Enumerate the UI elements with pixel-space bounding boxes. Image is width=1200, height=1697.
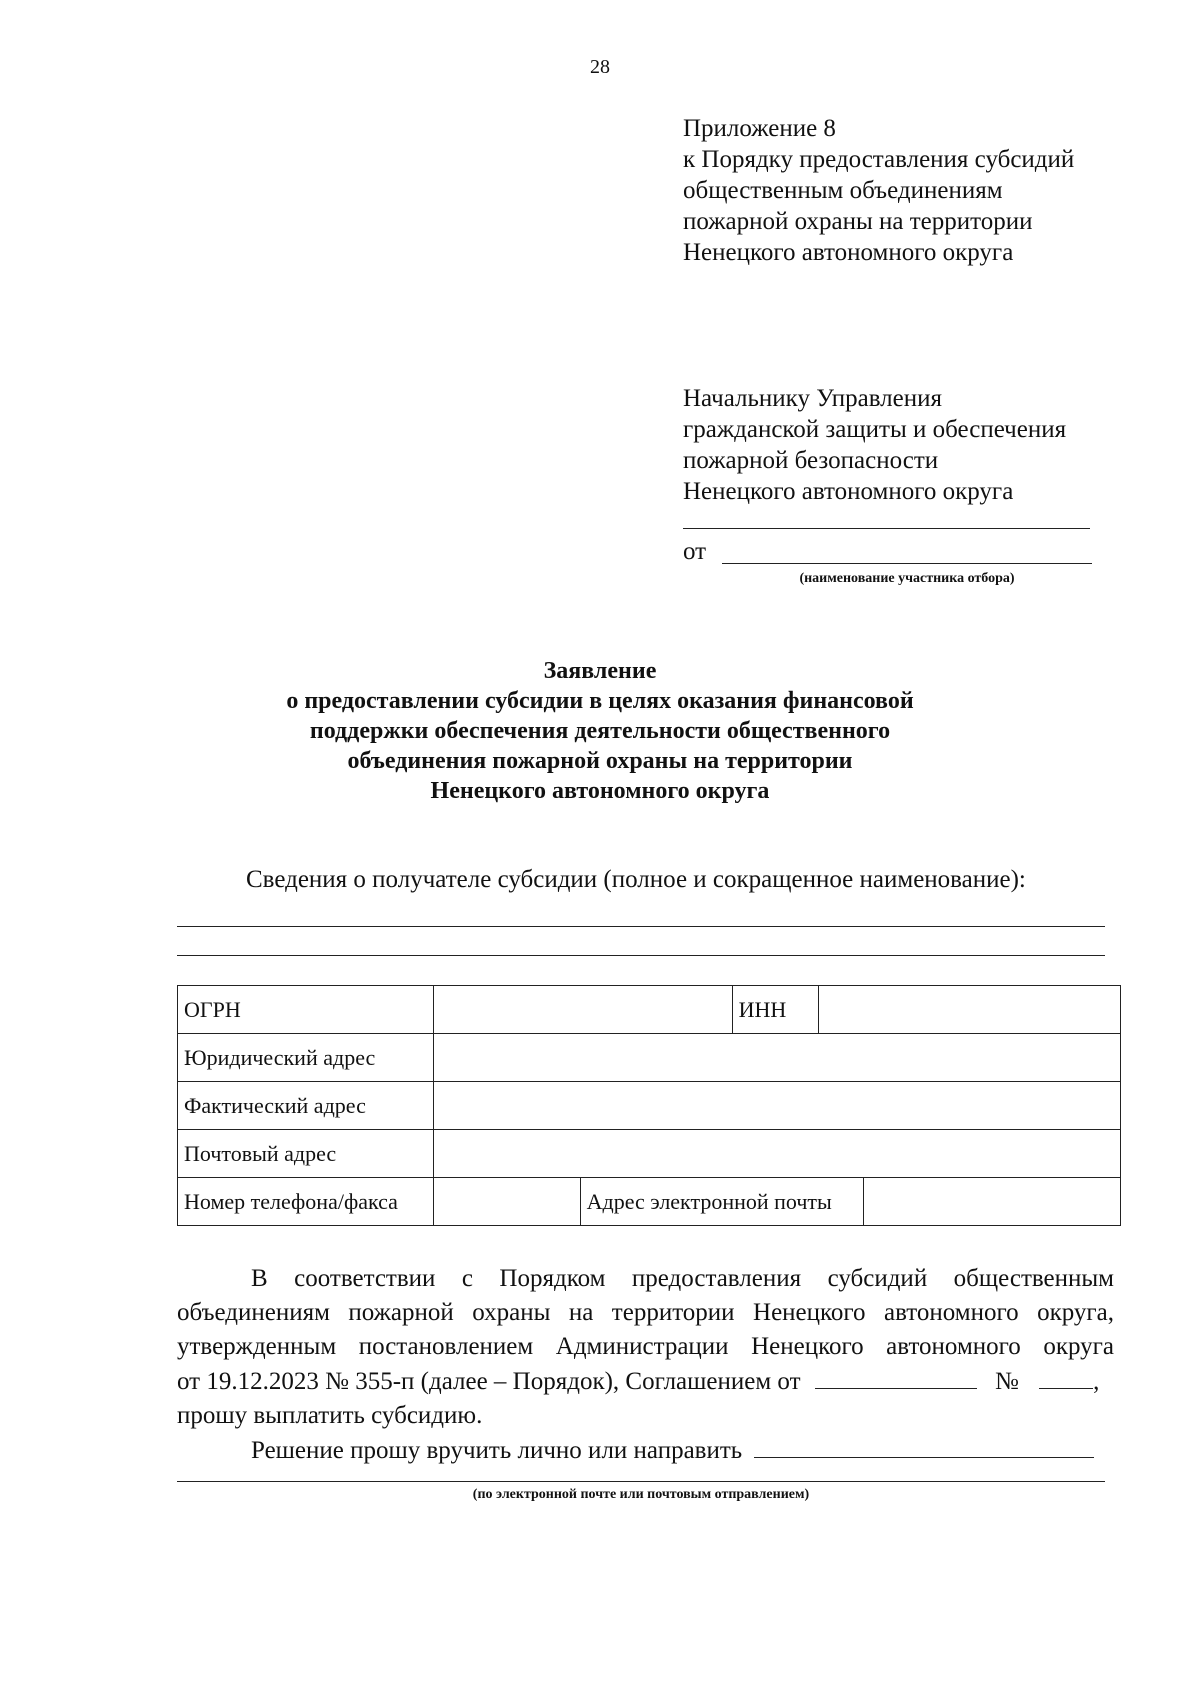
title-line: объединения пожарной охраны на территории xyxy=(347,748,853,774)
email-label: Адрес электронной почты xyxy=(580,1178,863,1226)
table-row xyxy=(178,1130,1121,1178)
table-row xyxy=(178,986,1121,1034)
agreement-date-field[interactable] xyxy=(815,1364,977,1389)
appendix-line: пожарной охраны на территории xyxy=(683,208,1033,235)
agreement-number-field[interactable] xyxy=(1039,1364,1093,1389)
table-row xyxy=(178,1082,1121,1130)
appendix-line: к Порядку предоставления субсидий xyxy=(683,146,1075,173)
recipient-info-table xyxy=(177,985,1121,1226)
table-row xyxy=(178,1034,1121,1082)
from-label: от xyxy=(683,538,707,565)
phone-fax-label: Номер телефона/факса xyxy=(178,1178,434,1226)
body-line: прошу выплатить субсидию. xyxy=(177,1402,483,1429)
addressee-line: пожарной безопасности xyxy=(683,447,939,474)
postal-address-value-cell[interactable] xyxy=(433,1130,1120,1178)
from-hint: (наименование участника отбора) xyxy=(799,571,1015,586)
recipient-section-label: Сведения о получателе субсидии (полное и сокращенное наименование): xyxy=(246,866,1026,893)
page-number: 28 xyxy=(590,56,610,78)
ogrn-value-cell[interactable] xyxy=(433,986,732,1034)
body-line: В соответствии с Порядком предоставления субсидий общественным xyxy=(251,1265,1114,1292)
agreement-number-sign: № xyxy=(995,1368,1019,1395)
postal-address-label: Почтовый адрес xyxy=(178,1130,434,1178)
inn-label: ИНН xyxy=(732,986,818,1034)
title-line: Ненецкого автономного округа xyxy=(430,778,770,804)
decision-label: Решение прошу вручить лично или направить xyxy=(251,1437,743,1464)
table-row xyxy=(178,1178,1121,1226)
decision-hint: (по электронной почте или почтовым отправлением) xyxy=(472,1487,810,1502)
from-blank-line[interactable] xyxy=(722,563,1092,564)
email-value-cell[interactable] xyxy=(863,1178,1120,1226)
appendix-line: Приложение 8 xyxy=(683,115,836,142)
body-line: объединениям пожарной охраны на территории Ненецкого автономного округа, xyxy=(177,1299,1114,1326)
agreement-text: от 19.12.2023 № 355-п (далее – Порядок), Соглашением от xyxy=(177,1368,801,1395)
appendix-header xyxy=(683,113,1074,268)
addressee-line: Ненецкого автономного округа xyxy=(683,478,1014,505)
title-heading: Заявление xyxy=(543,658,657,684)
appendix-line: Ненецкого автономного округа xyxy=(683,239,1014,266)
ogrn-label: ОГРН xyxy=(178,986,434,1034)
body-line: утвержденным постановлением Администрации Ненецкого автономного округа xyxy=(177,1333,1114,1360)
phone-fax-value-cell[interactable] xyxy=(433,1178,580,1226)
addressee-line: Начальнику Управления xyxy=(683,385,942,412)
legal-address-value-cell[interactable] xyxy=(433,1034,1120,1082)
recipient-blank-line-2[interactable] xyxy=(177,955,1105,956)
legal-address-label: Юридический адрес xyxy=(178,1034,434,1082)
body-line-agreement xyxy=(177,1364,1114,1399)
document-title xyxy=(0,656,1200,806)
decision-line xyxy=(177,1433,1114,1468)
title-line: о предоставлении субсидии в целях оказания финансовой xyxy=(286,688,914,714)
addressee-line: гражданской защиты и обеспечения xyxy=(683,416,1067,443)
addressee-block xyxy=(683,383,1066,507)
decision-blank-line[interactable] xyxy=(177,1481,1105,1482)
inn-value-cell[interactable] xyxy=(818,986,1120,1034)
agreement-comma: , xyxy=(1093,1368,1100,1395)
title-line: поддержки обеспечения деятельности общественного xyxy=(309,718,891,744)
actual-address-label: Фактический адрес xyxy=(178,1082,434,1130)
decision-method-field[interactable] xyxy=(754,1433,1094,1458)
appendix-line: общественным объединениям xyxy=(683,177,1003,204)
actual-address-value-cell[interactable] xyxy=(433,1082,1120,1130)
body-paragraph xyxy=(177,1262,1114,1468)
addressee-blank-line[interactable] xyxy=(683,528,1090,529)
recipient-blank-line-1[interactable] xyxy=(177,926,1105,927)
